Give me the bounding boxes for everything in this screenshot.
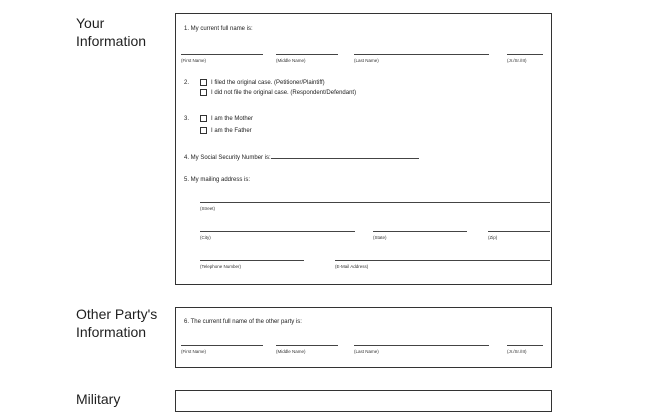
zip-field[interactable] <box>488 231 550 232</box>
other-suffix-field[interactable] <box>507 345 543 346</box>
father-checkbox[interactable] <box>200 127 207 134</box>
mother-checkbox[interactable] <box>200 115 207 122</box>
military-heading: Military <box>76 391 121 407</box>
petitioner-checkbox[interactable] <box>200 79 207 86</box>
petitioner-label: I filed the original case. (Petitioner/Plaintiff) <box>211 80 325 86</box>
your-information-box <box>175 13 552 285</box>
zip-label: (Zip) <box>488 235 498 240</box>
ssn-field[interactable] <box>271 152 419 159</box>
father-label: I am the Father <box>211 128 252 134</box>
other-last-name-label: (Last Name) <box>354 349 379 354</box>
city-label: (City) <box>200 235 211 240</box>
street-field[interactable] <box>200 202 550 203</box>
last-name-field[interactable] <box>354 54 489 55</box>
other-first-name-field[interactable] <box>181 345 263 346</box>
q6-text: 6. The current full name of the other party is: <box>184 319 302 325</box>
middle-name-field[interactable] <box>276 54 338 55</box>
last-name-label: (Last Name) <box>354 58 379 63</box>
q3-number: 3. <box>184 116 190 122</box>
q2-number: 2. <box>184 80 190 86</box>
q5-text: 5. My mailing address is: <box>184 177 251 183</box>
other-suffix-label: (Jr./Sr./III) <box>507 349 527 354</box>
military-box <box>175 390 552 412</box>
street-label: (Street) <box>200 206 216 211</box>
email-field[interactable] <box>335 260 550 261</box>
other-middle-name-label: (Middle Name) <box>276 349 306 354</box>
phone-field[interactable] <box>200 260 304 261</box>
phone-label: (Telephone Number) <box>200 264 242 269</box>
first-name-label: (First Name) <box>181 58 206 63</box>
suffix-label: (Jr./Sr./III) <box>507 58 527 63</box>
middle-name-label: (Middle Name) <box>276 58 306 63</box>
your-information-heading: Your Information <box>76 15 147 49</box>
respondent-checkbox[interactable] <box>200 89 207 96</box>
q4-text: 4. My Social Security Number is: <box>184 155 271 161</box>
other-party-heading: Other Party's Information <box>76 306 158 340</box>
city-field[interactable] <box>200 231 355 232</box>
other-last-name-field[interactable] <box>354 345 489 346</box>
email-label: (E-Mail Address) <box>335 264 369 269</box>
state-label: (State) <box>373 235 387 240</box>
ssn-row <box>184 152 419 162</box>
q1-text: 1. My current full name is: <box>184 26 253 32</box>
mother-label: I am the Mother <box>211 116 254 122</box>
first-name-field[interactable] <box>181 54 263 55</box>
suffix-field[interactable] <box>507 54 543 55</box>
state-field[interactable] <box>373 231 467 232</box>
other-first-name-label: (First Name) <box>181 349 206 354</box>
other-party-box <box>175 307 552 368</box>
respondent-label: I did not file the original case. (Respondent/Defendant) <box>211 90 357 96</box>
other-middle-name-field[interactable] <box>276 345 338 346</box>
